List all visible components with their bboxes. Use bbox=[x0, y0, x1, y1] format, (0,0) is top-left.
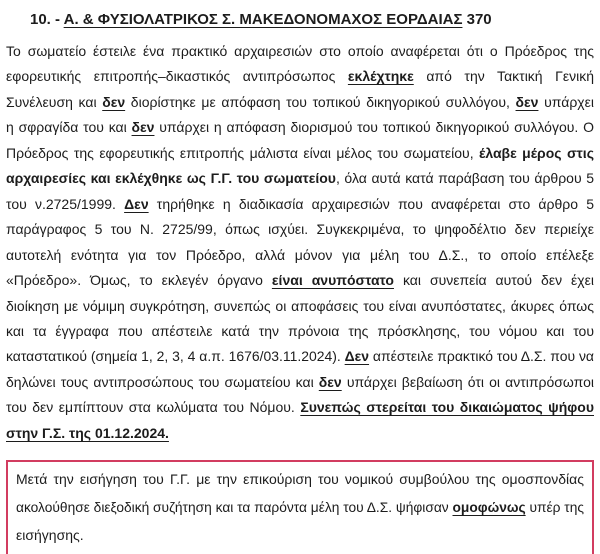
text-segment: εισήγησης. bbox=[16, 527, 84, 544]
text-line bbox=[16, 521, 584, 549]
text-segment: δεν bbox=[102, 93, 126, 110]
text-segment: Α. & ΦΥΣΙΟΛΑΤΡΙΚΟΣ Σ. ΜΑΚΕΔΟΝΟΜΑΧΟΣ ΕΟΡΔΑΙΑΣ bbox=[63, 11, 463, 28]
text-segment: έλαβε μέρος στις bbox=[479, 144, 594, 161]
text-segment: διοίκηση με νόμιμη συγκρότηση, συνεπώς οι αποφάσεις του είναι ανυπόστατες, άκυρες όπως bbox=[6, 297, 594, 314]
text-segment: στην Γ.Σ. της 01.12.2024. bbox=[6, 424, 169, 441]
text-line bbox=[6, 39, 594, 64]
text-segment: Πρόεδρος της εφορευτικής επιτροπής μάλιστα είναι μέλος του σωματείου, bbox=[6, 144, 480, 161]
text-segment: Συνέλευση και bbox=[6, 93, 103, 110]
text-segment: καταστατικού (σημεία 1, 2, 3, 4 α.π. 1676/03.11.2024). bbox=[6, 348, 345, 365]
text-segment: εφορευτικής επιτροπής–δικαστικός αντιπρόσωπος bbox=[6, 68, 348, 85]
text-line bbox=[6, 192, 594, 217]
text-segment: 370 bbox=[462, 11, 492, 28]
text-segment: Συνεπώς στερείται του δικαιώματος ψήφου bbox=[300, 399, 594, 416]
text-line bbox=[6, 217, 594, 242]
text-segment: υπάρχει η απόφαση διορισμού του τοπικού δικηγορικού συλλόγου. Ο bbox=[154, 119, 594, 136]
text-segment: εκλέχτηκε bbox=[347, 68, 414, 85]
text-segment: διορίστηκε με απόφαση του τοπικού δικηγορικού συλλόγου, bbox=[125, 93, 516, 110]
text-line bbox=[6, 294, 594, 319]
text-line bbox=[6, 319, 594, 344]
text-segment: του ν.2725/1999. bbox=[6, 195, 125, 212]
text-segment: «Πρόεδρο». Όμως, το εκλεγέν όργανο bbox=[6, 272, 272, 289]
text-line bbox=[6, 64, 594, 89]
text-segment: είναι ανυπόστατο bbox=[271, 272, 394, 289]
text-segment: απέστειλε πρακτικό του Δ.Σ. που να bbox=[369, 348, 594, 365]
text-line bbox=[16, 493, 584, 521]
text-line bbox=[6, 268, 594, 293]
text-segment: αρχαιρεσίες και εκλέχθηκε ως Γ.Γ. του σωματείου bbox=[6, 170, 336, 187]
text-segment: Δεν bbox=[124, 195, 149, 212]
text-segment: τηρήθηκε η διαδικασία αρχαιρεσιών που αναφέρεται στο άρθρο 5 bbox=[148, 195, 594, 212]
text-segment: Δεν bbox=[344, 348, 370, 365]
text-segment: υπάρχει bbox=[538, 93, 594, 110]
text-segment: παράγραφος 5 του Ν. 2725/99, όπως ισχύει. Συγκεκριμένα, το ψηφοδέλτιο δεν περιείχε bbox=[6, 221, 594, 238]
text-segment: δηλώνει τους αντιπροσώπους του σωματείου και bbox=[6, 373, 319, 390]
text-segment: υπάρχει βεβαίωση ότι οι αντιπρόσωποι bbox=[341, 373, 594, 390]
text-line bbox=[6, 395, 594, 420]
text-segment: 10. - bbox=[30, 11, 64, 28]
section-heading bbox=[6, 10, 594, 30]
text-segment: , όλα αυτά κατά παράβαση του άρθρου 5 bbox=[335, 170, 594, 187]
text-line bbox=[6, 243, 594, 268]
text-segment: δεν bbox=[515, 93, 539, 110]
text-line bbox=[6, 115, 594, 140]
text-segment: του δεν εμπίπτουν στα κωλύματα του Νόμου. bbox=[6, 399, 301, 416]
report-paragraph bbox=[6, 39, 594, 446]
text-segment: και συνεπεία αυτού δεν έχει bbox=[393, 272, 594, 289]
text-segment: Το σωματείο έστειλε ένα πρακτικό αρχαιρεσιών στο οποίο αναφέρεται ότι ο Πρόεδρος της bbox=[6, 43, 594, 59]
text-line bbox=[6, 166, 594, 191]
text-segment: ομοφώνως bbox=[452, 499, 526, 516]
decision-box bbox=[6, 460, 594, 554]
text-segment: αυτοτελή ενότητα για τον Πρόεδρο, αλλά μόνον για μέλη του Δ.Σ., το οποίο επέλεξε bbox=[6, 246, 594, 263]
text-segment: ακολούθησε διεξοδική συζήτηση και τα παρόντα μέλη του Δ.Σ. ψήφισαν bbox=[16, 499, 453, 516]
text-segment: Μετά την εισήγηση του Γ.Γ. με την επικούριση του νομικού συμβούλου της ομοσπονδίας bbox=[16, 471, 584, 488]
text-line bbox=[6, 370, 594, 395]
text-segment: και τα έγγραφα που απέστειλε κατά την πρόνοια της πρόσκλησης, του νόμου και του bbox=[6, 322, 594, 339]
text-line bbox=[16, 465, 584, 493]
text-segment: από την Τακτική Γενική bbox=[413, 68, 594, 85]
text-line bbox=[6, 421, 594, 446]
text-segment: η σφραγίδα του και bbox=[6, 119, 132, 136]
text-line bbox=[6, 344, 592, 369]
text-segment: δεν bbox=[131, 119, 155, 136]
text-segment: δεν bbox=[318, 373, 342, 390]
text-line bbox=[6, 90, 594, 115]
text-segment: υπέρ της bbox=[525, 499, 584, 516]
text-line bbox=[6, 141, 594, 166]
